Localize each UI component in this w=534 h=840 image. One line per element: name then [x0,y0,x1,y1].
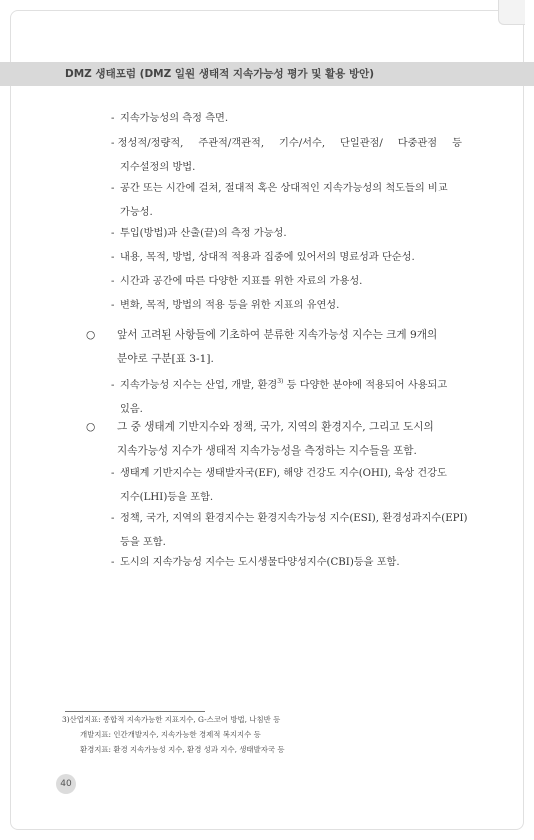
bullet-continuation: 지수설정의 방법. [120,162,196,173]
bullet-continuation: 있음. [120,404,143,415]
bullet-continuation: 가능성. [120,207,153,218]
bullet-text: 내용, 목적, 방법, 상대적 적용과 집중에 있어서의 명료성과 단순성. [120,252,415,263]
bullet-word: - 정성적/정량적, [111,138,184,149]
bullet-line-justified [111,132,462,156]
bullet-item [111,551,400,575]
bullet-item [111,107,228,131]
bullet-dash: - [111,300,115,311]
paragraph-continuation: 지속가능성 지수가 생태적 지속가능성을 측정하는 지수들을 포함. [117,445,417,457]
bullet-dash: - [111,557,115,568]
paragraph-text: 앞서 고려된 사항들에 기초하여 분류한 지속가능성 지수는 크게 9개의 [117,329,438,341]
bullet-text: 공간 또는 시간에 걸쳐, 절대적 혹은 상대적인 지속가능성의 척도들의 비교 [120,183,448,194]
bullet-item [111,270,362,294]
bullet-word: 주관적/객관적, [198,138,265,149]
bullet-word: 등 [452,138,462,149]
bullet-dash: - [111,468,115,479]
paragraph-text: 그 중 생태계 기반지수와 정책, 국가, 지역의 환경지수, 그리고 도시의 [117,421,434,433]
bullet-item [111,507,468,555]
running-header-title: DMZ 생태포럼 (DMZ 일원 생태적 지속가능성 평가 및 활용 방안) [65,68,375,80]
bullet-text: 시간과 공간에 따른 다양한 지표를 위한 자료의 가용성. [120,276,363,287]
bullet-text: 지속가능성 지수는 산업, 개발, 환경 [120,380,278,391]
footnote-line: 환경지표: 환경 지속가능성 지수, 환경 성과 지수, 생태발자국 등 [80,745,285,754]
bullet-dash: - [111,380,115,391]
bullet-item [111,294,339,318]
bullet-text: 투입(방법)과 산출(끝)의 측정 가능성. [120,228,287,239]
bullet-item [111,246,415,270]
bullet-dash: - [111,252,115,263]
bullet-word: 기수/서수, [279,138,326,149]
bullet-continuation: 등을 포함. [120,537,166,548]
bullet-continuation: 지수(LHI)등을 포함. [120,492,214,503]
bullet-dash: - [111,228,115,239]
bullet-item [111,222,287,246]
paragraph-continuation: 분야로 구분[표 3-1]. [117,353,214,365]
footnote-rule [65,711,205,712]
bullet-text: 생태계 기반지수는 생태발자국(EF), 해양 건강도 지수(OHI), 육상 건강도 [120,468,447,479]
bullet-text: 지속가능성의 측정 측면. [120,113,229,124]
bullet-item [111,462,447,510]
bullet-text: 등 다양한 분야에 적용되어 사용되고 [283,380,448,391]
bullet-word: 단일관점/ [340,138,383,149]
bullet-dash: - [111,513,115,524]
circle-bullet-icon: ○ [86,329,96,341]
footnote-line: 개발지표: 인간개발지수, 지속가능한 경제적 복지지수 등 [80,730,261,739]
circle-bullet-icon: ○ [86,421,96,433]
bullet-dash: - [111,276,115,287]
bullet-dash: - [111,183,115,194]
page-number: 40 [56,774,76,794]
bullet-dash: - [111,113,115,124]
footnote-ref[interactable]: 3) [277,378,284,385]
bullet-text: 정책, 국가, 지역의 환경지수는 환경지속가능성 지수(ESI), 환경성과지수(EPI) [120,513,468,524]
footnote-line: 3)산업지표: 종합적 지속가능한 지표지수, G-스코어 방법, 나침반 등 [62,715,281,724]
bullet-item [111,177,448,225]
bullet-word: 다중관점 [397,138,438,149]
bullet-item [111,132,462,180]
page-corner-tab [498,0,525,25]
bullet-text: 도시의 지속가능성 지수는 도시생물다양성지수(CBI)등을 포함. [120,557,400,568]
bullet-text: 변화, 목적, 방법의 적용 등을 위한 지표의 유연성. [120,300,340,311]
